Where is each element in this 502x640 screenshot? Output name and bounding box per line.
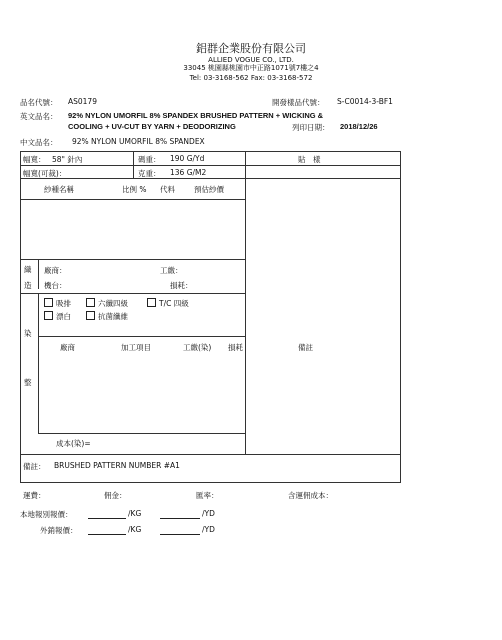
dyeing-col-note: 備註 bbox=[298, 343, 313, 352]
product-code: AS0179 bbox=[68, 97, 97, 106]
yarn-col-fee: 代料 bbox=[160, 185, 175, 194]
dyeing-col-vendor: 廠商 bbox=[60, 343, 75, 352]
weaving-machine-label: 機台： bbox=[44, 281, 67, 290]
width-value: 58" 針內 bbox=[52, 155, 83, 164]
option-wicking[interactable]: 吸排 bbox=[44, 298, 71, 309]
exchange-label: 匯率： bbox=[196, 491, 219, 500]
checkbox-six-fiber[interactable] bbox=[86, 298, 95, 307]
en-name-line1: 92% NYLON UMORFIL 8% SPANDEX BRUSHED PATTERN + WICKING & bbox=[68, 111, 324, 120]
dev-code-label: 開發樣品代號： bbox=[272, 98, 325, 107]
en-name-label: 英文品名： bbox=[20, 112, 58, 121]
option-bleach[interactable]: 漂白 bbox=[44, 311, 71, 322]
dyeing-side-1: 染 bbox=[24, 329, 32, 338]
yarn-col-pct: 比例 % bbox=[122, 185, 147, 194]
weaving-side-1: 織 bbox=[24, 265, 32, 274]
weight-value: 190 G/Yd bbox=[170, 154, 205, 163]
zh-name-label: 中文品名： bbox=[20, 138, 58, 147]
checkbox-tc[interactable] bbox=[147, 298, 156, 307]
dyeing-col-loss: 損耗 bbox=[228, 343, 243, 352]
product-code-label: 品名代號： bbox=[20, 98, 58, 107]
en-name-line2: COOLING + UV-CUT BY YARN + DEODORIZING bbox=[68, 122, 236, 131]
dyeing-col-process: 加工項目 bbox=[121, 343, 151, 352]
sample-label: 貼 樣 bbox=[298, 155, 321, 164]
export-price-yd-blank[interactable] bbox=[160, 534, 200, 535]
company-name-en: ALLIED VOGUE CO., LTD. bbox=[208, 56, 294, 64]
local-price-kg-blank[interactable] bbox=[88, 518, 126, 519]
checkbox-antibacterial[interactable] bbox=[86, 311, 95, 320]
weaving-factory-label: 廠商： bbox=[44, 266, 67, 275]
export-price-kg-blank[interactable] bbox=[88, 534, 126, 535]
total-cost-label: 含運佣成本： bbox=[288, 491, 333, 500]
local-price-yd-unit: /YD bbox=[202, 509, 215, 518]
weaving-loss-label: 損耗： bbox=[170, 281, 193, 290]
local-price-kg-unit: /KG bbox=[128, 509, 142, 518]
weaving-wage-label: 工繳： bbox=[160, 266, 183, 275]
width-label: 幅寬： bbox=[23, 155, 46, 164]
print-date-label: 列印日期： bbox=[292, 123, 330, 132]
export-price-label: 外銷報價： bbox=[40, 526, 78, 535]
export-price-kg-unit: /KG bbox=[128, 525, 142, 534]
option-six-fiber[interactable]: 六纖四級 bbox=[86, 298, 128, 309]
commission-label: 佣金： bbox=[104, 491, 127, 500]
remark-value: BRUSHED PATTERN NUMBER #A1 bbox=[54, 461, 180, 470]
company-phone: Tel: 03-3168-562 Fax: 03-3168-572 bbox=[189, 74, 313, 82]
company-address: 33045 桃園縣桃園市中正路1071號7樓之4 bbox=[183, 64, 319, 72]
checkbox-bleach[interactable] bbox=[44, 311, 53, 320]
weight-label: 碼重： bbox=[138, 155, 161, 164]
weaving-side-2: 造 bbox=[24, 281, 32, 290]
export-price-yd-unit: /YD bbox=[202, 525, 215, 534]
cost-label: 成本(染)= bbox=[56, 439, 91, 448]
gsm-value: 136 G/M2 bbox=[170, 168, 207, 177]
company-name-zh: 鋁群企業股份有限公司 bbox=[196, 42, 306, 55]
remark-label: 備註： bbox=[23, 462, 46, 471]
dev-code: S-C0014-3-BF1 bbox=[337, 97, 393, 106]
option-tc[interactable]: T/C 四級 bbox=[147, 298, 189, 309]
shipping-label: 運費： bbox=[23, 491, 46, 500]
checkbox-wicking[interactable] bbox=[44, 298, 53, 307]
usable-width-label: 幅寬(可裁)： bbox=[23, 169, 67, 178]
gsm-label: 克重： bbox=[138, 169, 161, 178]
print-date: 2018/12/26 bbox=[340, 122, 378, 131]
local-price-yd-blank[interactable] bbox=[160, 518, 200, 519]
yarn-col-name: 紗種名稱 bbox=[44, 185, 74, 194]
local-price-label: 本地報別報價： bbox=[20, 510, 73, 519]
dyeing-col-wage: 工繳(染) bbox=[183, 343, 212, 352]
yarn-col-price: 預估紗價 bbox=[194, 185, 224, 194]
zh-name: 92% NYLON UMORFIL 8% SPANDEX bbox=[72, 137, 205, 146]
option-antibacterial[interactable]: 抗菌纖維 bbox=[86, 311, 128, 322]
dyeing-side-2: 整 bbox=[24, 378, 32, 387]
